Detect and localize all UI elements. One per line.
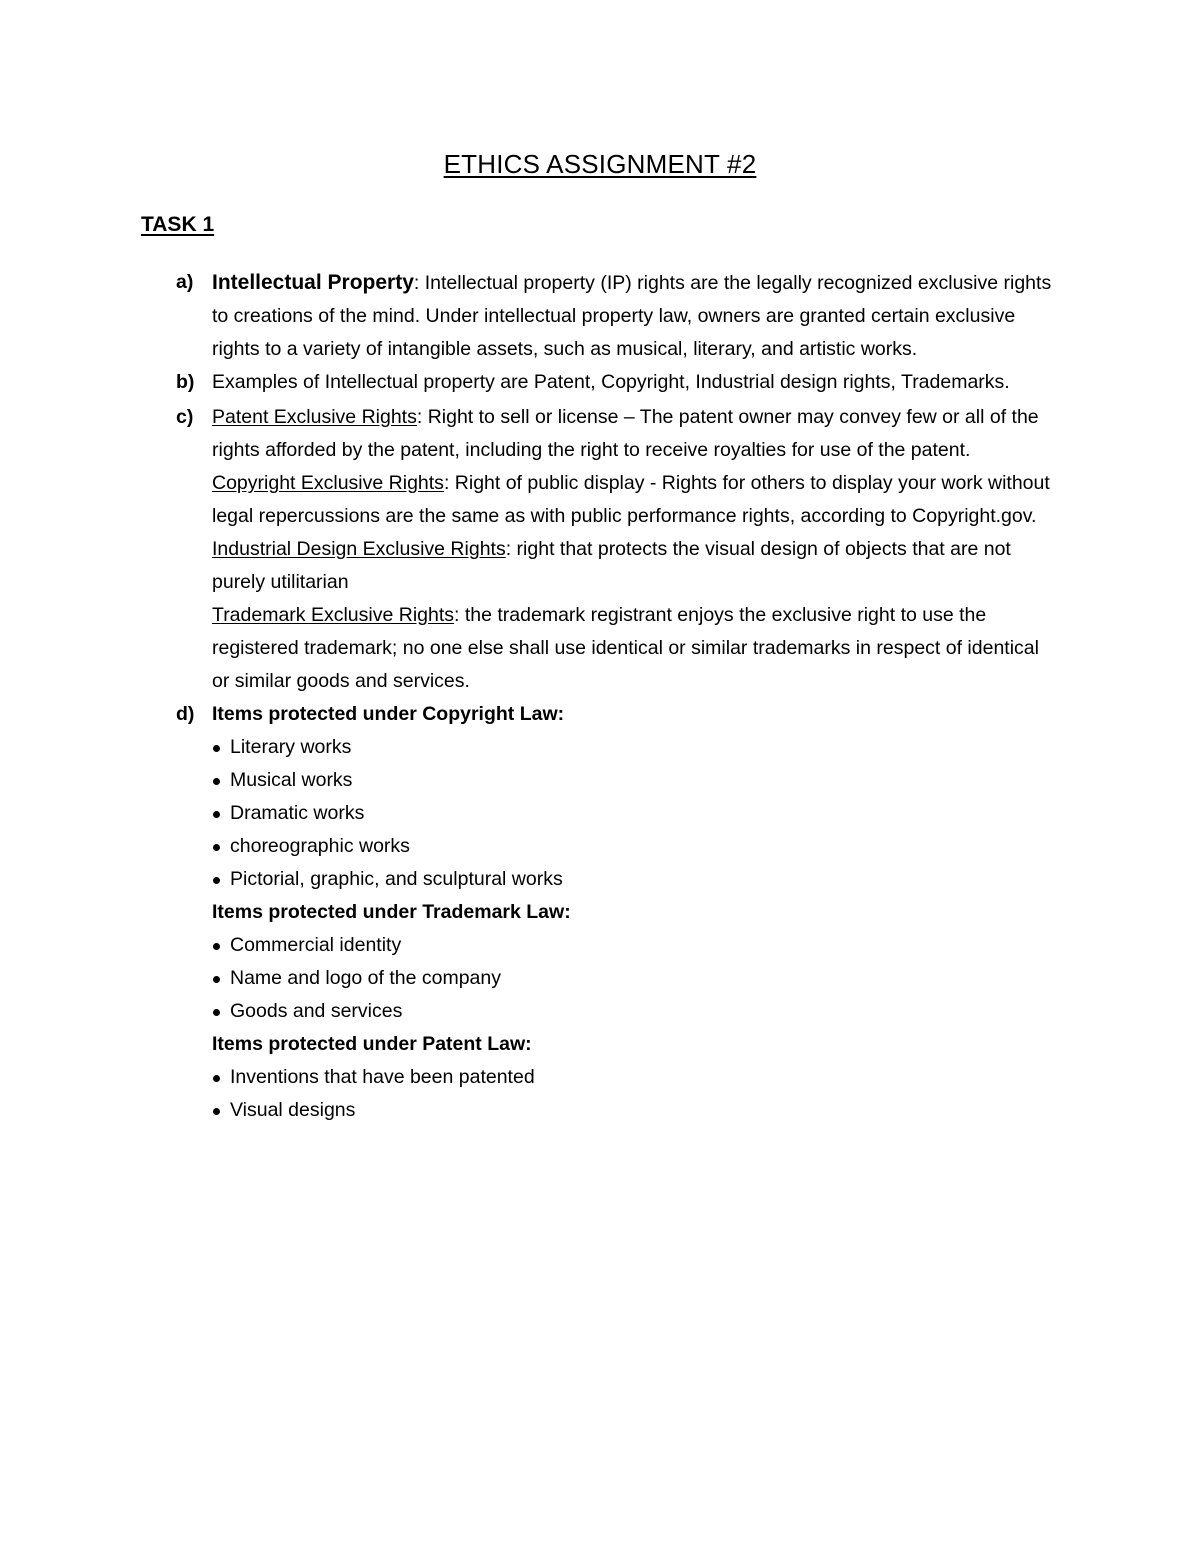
item-d-marker: d) [176, 703, 195, 725]
trademark-rights-text: : the trademark registrant enjoys the exclusive right to use the registered trademark; no one else shall use identical or similar trademarks in respect of identical or similar goods and services. [212, 604, 1039, 692]
item-c [0, 401, 1200, 698]
intellectual-property-term: Intellectual Property [212, 271, 414, 294]
document-title: ETHICS ASSIGNMENT #2 [443, 149, 757, 179]
list-item: Name and logo of the company [212, 962, 1060, 995]
trademark-law-list [212, 929, 1060, 1028]
patent-law-list [212, 1061, 1060, 1127]
list-item: Musical works [212, 764, 1060, 797]
trademark-law-heading: Items protected under Trademark Law: [212, 901, 571, 923]
item-d [0, 698, 1200, 1127]
task-heading: TASK 1 [141, 213, 215, 236]
copyright-law-list [212, 731, 1060, 896]
task-items-list [0, 266, 1200, 1127]
patent-rights-term: Patent Exclusive Rights [212, 406, 417, 428]
copyright-rights-term: Copyright Exclusive Rights [212, 472, 444, 494]
list-item: Goods and services [212, 995, 1060, 1028]
list-item: Dramatic works [212, 797, 1060, 830]
patent-rights-entry [212, 401, 1060, 467]
industrial-design-rights-text: : right that protects the visual design of objects that are not purely utilitarian [212, 538, 1011, 593]
trademark-rights-entry [212, 599, 1060, 698]
item-b-marker: b) [176, 371, 195, 393]
item-b [0, 366, 1200, 399]
copyright-law-heading: Items protected under Copyright Law: [212, 703, 565, 725]
ip-examples-text: Examples of Intellectual property are Patent, Copyright, Industrial design rights, Trademarks. [212, 371, 1010, 393]
industrial-design-rights-term: Industrial Design Exclusive Rights [212, 538, 506, 560]
list-item: choreographic works [212, 830, 1060, 863]
list-item: Pictorial, graphic, and sculptural works [212, 863, 1060, 896]
patent-law-heading: Items protected under Patent Law: [212, 1033, 532, 1055]
item-a-marker: a) [176, 271, 194, 293]
list-item: Visual designs [212, 1094, 1060, 1127]
trademark-rights-term: Trademark Exclusive Rights [212, 604, 455, 626]
intellectual-property-definition: : Intellectual property (IP) rights are the legally recognized exclusive rights to creations of the mind. Under intellectual property law, owners are granted certain exclusive rights to a variety of intangible assets, such as musical, literary, and artistic works. [212, 272, 1052, 360]
industrial-design-rights-entry [212, 533, 1060, 599]
item-a [0, 266, 1200, 366]
item-c-marker: c) [176, 406, 194, 428]
list-item: Literary works [212, 731, 1060, 764]
copyright-rights-entry [212, 467, 1060, 533]
patent-rights-text: : Right to sell or license – The patent owner may convey few or all of the rights afforded by the patent, including the right to receive royalties for use of the patent. [212, 406, 1039, 461]
list-item: Inventions that have been patented [212, 1061, 1060, 1094]
copyright-rights-text: : Right of public display - Rights for others to display your work without legal repercussions are the same as with public performance rights, according to Copyright.gov. [212, 472, 1050, 527]
list-item: Commercial identity [212, 929, 1060, 962]
